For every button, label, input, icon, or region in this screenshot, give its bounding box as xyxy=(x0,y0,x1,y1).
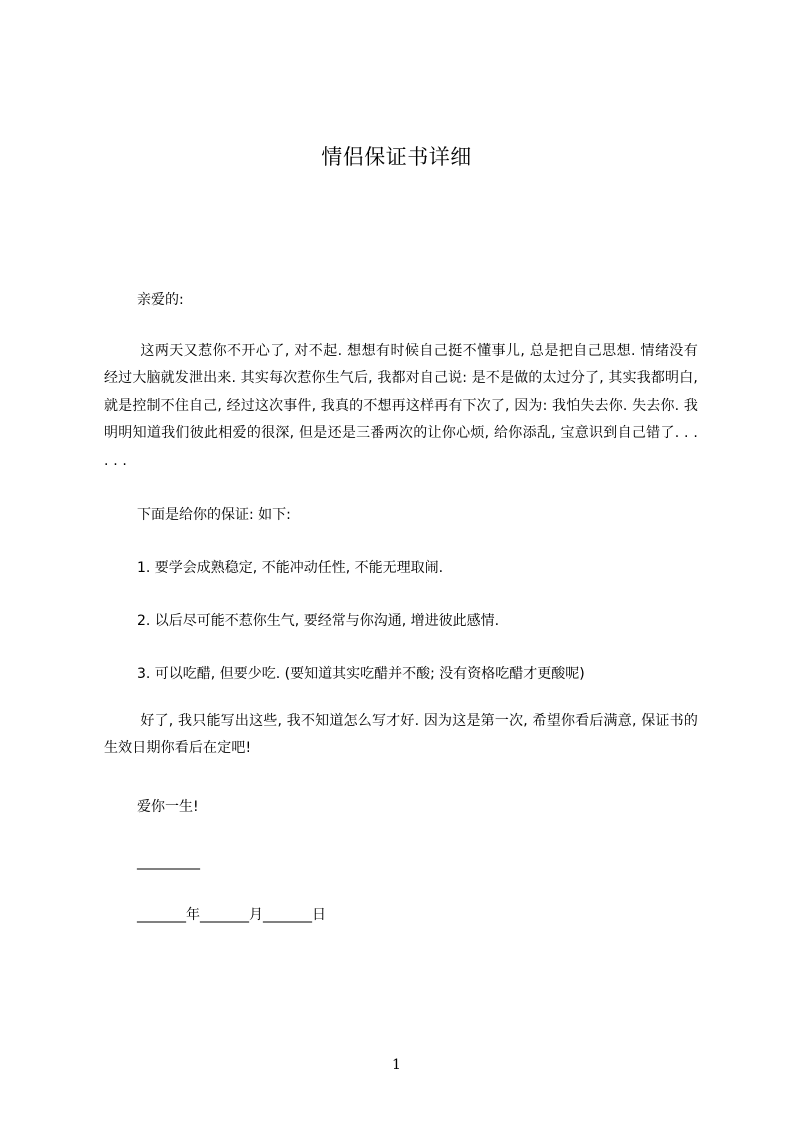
sign-off: 爱你一生! xyxy=(137,799,199,815)
pledge-item-1: 1. 要学会成熟稳定, 不能冲动任性, 不能无理取闹. xyxy=(137,560,444,576)
closing-paragraph: 好了, 我只能写出这些, 我不知道怎么写才好. 因为这是第一次, 希望你看后满意, 保证书的生效日期你看后在定吧! xyxy=(104,713,698,757)
date-line: _______年_______月_______日 xyxy=(137,907,326,923)
signature-line: _________ xyxy=(137,854,200,870)
body-paragraph: 这两天又惹你不开心了, 对不起. 想想有时候自己挺不懂事儿, 总是把自己思想. 情绪没有经过大脑就发泄出来. 其实每次惹你生气后, 我都对自己说: 是不是做的太过分了, 其实我都明白, 就是控制不住自己, 经过这次事件, 我真的不想再这样再有下次了, 因为: 我怕失去你. 失去你. 我明明知道我们彼此相爱的很深, 但是还是三番两次的让你心烦, 给你添乱, 宝意识到自己错了. . . . . . xyxy=(104,343,698,469)
page-number: 1 xyxy=(392,1057,401,1073)
pledge-intro: 下面是给你的保证: 如下: xyxy=(137,507,291,523)
page-title: 情侣保证书详细 xyxy=(321,145,472,169)
salutation: 亲爱的: xyxy=(137,292,184,308)
pledge-item-2: 2. 以后尽可能不惹你生气, 要经常与你沟通, 增进彼此感情. xyxy=(137,613,500,629)
pledge-item-3: 3. 可以吃醋, 但要少吃. (要知道其实吃醋并不酸; 没有资格吃醋才更酸呢) xyxy=(137,666,585,682)
